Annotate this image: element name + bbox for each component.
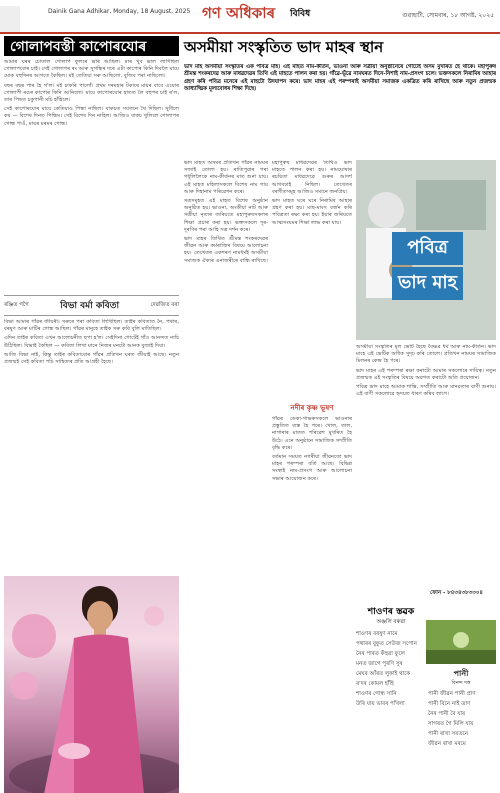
main-headline-text: অসমীয়া সংস্কৃতিত ভাদ মাহৰ স্থান [184, 38, 384, 56]
shraban-line-6: ৰ'দৰ কোমল হাঁহি [356, 681, 394, 687]
col2-top-text [272, 160, 352, 400]
pani-line-3: নৈৰ পানী বৈ যায় [428, 711, 466, 717]
col1-para-3: ভাদ মাহৰ তিথিত শ্ৰীমন্ত শংকৰদেৱৰ জীৱন আৰু কৰ্মৰাজিৰ বিষয়ে আলোচনা হয়। তেখেতৰ একশৰণ নামধৰ্মই অসমীয়া সমাজক ঐক্যৰ এনাজৰীৰে বান্ধি ৰাখিছে। [184, 236, 268, 264]
left-story-body [4, 59, 179, 291]
pani-line-2: পানী বিনে নাই ত্ৰাণ [428, 701, 471, 707]
shraban-line-5: মেঘৰ আঁৰত লুকাই থাকে [356, 671, 411, 677]
pani-poem-title: পানী [453, 669, 469, 678]
main-column-2 [272, 160, 352, 790]
col2-para-1: মহাপুৰুষ মাধৱদেৱৰ তিথিও ভাদ মাহতে পালন কৰা হয়। নামঘোষাৰ ৰচয়িতা মাধৱদেৱে গুৰুৰ আদৰ্শ আগবঢ়াই নিছিল। তেখেতৰ বৰগীতসমূহ আজিও সমানে জনপ্ৰিয়। [272, 160, 352, 195]
contact-phone: ফোন - ৮৪৩৪৩৮৩৩০৪ [430, 590, 483, 596]
pani-poem-body [428, 690, 494, 790]
col3-text [356, 344, 496, 584]
masthead-date: Dainik Gana Adhikar, Monday, 18 August, 2025 [48, 8, 191, 15]
water-photo [426, 620, 496, 664]
shraban-poem-title: শাওণৰ স্তৱক [367, 607, 415, 617]
left-para-1: আমাৰ ঘৰৰ চোতাল গোলাপ ফুলৰে ভৰি আছিল। মাৰ খুব ভাল লাগিছিল গোলাপবোৰ চাই। সেই গোলাপৰ ৰং আৰু সুগন্ধিৰ দৰে এটা কাপোৰ কিনি দিবলৈ মায়ে মোক বহুদিনৰ আগতে কৈছিল। মই তেতিয়া সৰু আছিলো, বুজিব পৰা নাছিলো। [4, 59, 179, 80]
feature-label [392, 232, 463, 300]
shraban-line-1: শাওণৰ বৰষুণ নামে [356, 631, 398, 637]
left2-para-1: বিভা আমাৰ গাঁৱৰ জীয়ৰী। সৰুৰে পৰা কবিতা লিখিছিল। তাইৰ কবিতাত নৈ, পথাৰ, বৰষুণ আৰু মাটিৰ গোন্ধ আছিল। গাঁৱৰ মানুহে তাইক সৰু কবি বুলি মাতিছিল। [4, 319, 179, 333]
col2-para-2: ভাদ মাহত ঘৰে ঘৰে নিৰামিষ আহাৰ গ্ৰহণ কৰা হয়। মাছ-মাংস বৰ্জন কৰি পবিত্ৰতা ৰক্ষা কৰা হয়। ইয়াৰ জৰিয়তে আত্মসংযমৰ শিক্ষা লাভ কৰা যায়। [272, 198, 352, 226]
col3-para-3: পবিত্ৰ ভাদ মাহে আমাক শান্তি, সম্প্ৰীতি আৰু মানৱতাৰ বাণী শুনায়। এই বাণী সকলোৱে হৃদয়ত ধাৰণ কৰিব লাগে। [356, 384, 496, 398]
main-column-3 [356, 344, 496, 584]
shraban-poem-author: অঞ্জলি বৰুৱা [376, 619, 406, 625]
woman-in-lotus-pond-illustration [4, 576, 179, 793]
water-photo-svg [426, 620, 496, 664]
newspaper-logo: গণ অধিকাৰ [202, 4, 276, 22]
story-header-row [4, 295, 179, 316]
illustration-svg [4, 576, 179, 793]
left-story-headline: গোলাপবস্তী কাপোৰযোৰ [4, 36, 179, 56]
story-author-left: ৰঞ্জিত গগৈ [4, 301, 29, 308]
left-story2-body [4, 319, 179, 564]
col3-para-1: অসমীয়া সংস্কৃতিৰ মূল ভেটি হৈছে বৈষ্ণৱ ধৰ্ম আৰু নাম-কীৰ্তন। ভাদ মাহে এই ভেটিক অধিক সুদৃঢ় কৰি তোলে। প্ৰতিখন নামঘৰ সামাজিক মিলনৰ কেন্দ্ৰ হৈ পৰে। [356, 344, 496, 365]
feature-photo-box [356, 160, 496, 340]
main-headline [184, 36, 496, 60]
col3-para-2: ভাদ মাহৰ এই পৰম্পৰা ৰক্ষা কৰাটো আমাৰ সকলোৰে দায়িত্ব। নতুন প্ৰজন্মক এই সংস্কৃতিৰ বিষয়ে অৱগত কৰাটো অতি প্ৰয়োজন। [356, 367, 496, 381]
col1-text [184, 160, 268, 788]
pani-line-6: জীৱন ৰাখা মৰমে [428, 741, 466, 747]
left-para-2: বছৰ বছৰ পাৰ হৈ গ'ল। মই চাকৰি পালোঁ। প্ৰথম দৰমহাৰ টকাৰে মায়ৰ বাবে এযোৰ গোলাপী ৰঙৰ কাপোৰ কিনি আনিলো। মায়ে কাপোৰযোৰ হাতত লৈ বহুপৰ চাই ৰ'ল, তাৰ পিছত চকুপানী মচি হাঁহিলে। [4, 82, 179, 104]
col2-bottom-text [272, 416, 352, 786]
left2-para-3: আজি বিভা নাই, কিন্তু তাইৰ কবিতাবোৰ গাঁৱৰ প্ৰতিখন ঘৰত জীয়াই আছে। নতুন প্ৰজন্মই সেই কবিতা পঢ়ি সাহিত্যৰ প্ৰতি আগ্ৰহী হৈছে। [4, 351, 179, 366]
pani-line-5: পানী ৰাখা সযতনে [428, 731, 469, 737]
col2-para-4: বৰ্তমান সময়ত নগৰীয়া জীৱনতো ভাদ মাহৰ পৰম্পৰা বৰ্তি আছে। বিভিন্ন সংস্থাই নাম-প্ৰসংগ আৰু আলোচনা সভাৰ আয়োজন কৰে। [272, 454, 352, 482]
feature-label-line1: পবিত্ৰ [392, 232, 463, 265]
col2-para-3: গাঁৱৰ ডেকা-গাভৰুসকলে ভাওনাৰ প্ৰস্তুতিত ব্যস্ত হৈ পৰে। খোল, তাল, নাগাৰাৰ মাতত পৰিৱেশ মুখৰিত হৈ উঠে। এনে অনুষ্ঠানে সামাজিক সম্প্ৰীতি বৃদ্ধি কৰে। [272, 416, 352, 451]
intro-text: ভাদ মাহ অসমীয়া সংস্কৃতিৰ এক পবিত্ৰ মাহ। এই মাহত নাম-কীৰ্তন, ভাওনা আৰু সত্ৰীয়া অনুষ্ঠানেৰে গোটেই অসম মুখৰিত হৈ থাকে। মহাপুৰুষ শ্ৰীমন্ত শংকৰদেৱ আৰু মাধৱদেৱৰ তিথি এই মাহতে পালন কৰা হয়। গাঁৱে-ভূঁৱে নামঘৰত দিনে-নিশাই নাম-প্ৰসংগ চলে। ভক্তসকলে নিৰামিষ আহাৰ গ্ৰহণ কৰি পবিত্ৰ মনেৰে এই মাহটো উদযাপন কৰে। ভাদ মাহৰ এই পৰম্পৰাই অসমীয়া সমাজক একত্ৰিত কৰি ৰাখিছে আৰু নতুন প্ৰজন্মক আধ্যাত্মিক মূল্যবোধৰ শিক্ষা দিছে। [184, 64, 496, 93]
shraban-line-3: নৈৰ পাৰত কঁহুৱা ফুলে [356, 651, 405, 657]
pani-poem-author: বিনন্দ দত্ত [451, 680, 471, 686]
main-intro [184, 64, 496, 154]
side-tab [0, 6, 20, 32]
shraban-poem-body [356, 630, 424, 790]
pani-line-4: সাগৰত গৈ মিলি যায় [428, 721, 474, 727]
shraban-line-7: শাওণৰ গোন্ধ সানি [356, 691, 397, 697]
shraban-poem-header [356, 604, 426, 629]
left2-para-2: এদিন তাইৰ কবিতা এখন আলোচনীত ছপা হ'ল। সেইদিনা গোটেই গাঁও আনন্দত নাচি উঠিছিল। বিভাই কৈছিল — কবিতা লিখা মানে নিজৰ মনটো আনক বুজাই দিয়া। [4, 335, 179, 349]
main-column-1 [184, 160, 268, 790]
shraban-line-4: মনত জাগে পুৰণি সুৰ [356, 661, 403, 667]
col1-para-2: সত্ৰসমূহত এই মাহত বিশেষ অনুষ্ঠান অনুষ্ঠিত হয়। ভাওনা, অংকীয়া নাট আৰু সত্ৰীয়া নৃত্যৰ জৰিয়তে মহাপুৰুষসকলৰ শিক্ষা প্ৰচাৰ কৰা হয়। ভক্তসকলে দূৰ-দূৰণিৰ পৰা আহি সত্ৰ দৰ্শন কৰে। [184, 198, 268, 233]
section-name: বিবিধ [290, 9, 311, 19]
story-author-right: দেৱজিত বৰা [150, 301, 179, 308]
left-column [4, 36, 179, 791]
shraban-line-2: পথাৰৰ বুকুত সেউজ সপোন [356, 641, 417, 647]
masthead [0, 0, 500, 34]
feature-label-line2: ভাদ মাহ [392, 267, 463, 300]
shraban-line-8: উৰি যায় ভাবৰ পখিলা [356, 701, 405, 707]
col1-para-1: ভাদ মাহত অসমৰ প্ৰতিখন গাঁৱৰ নামঘৰ সজাই তোলা হয়। ৰাতিপুৱাৰ পৰা গধূলিলৈকে নাম-কীৰ্তনৰ মাত শুনা যায়। এই মাহত মহিলাসকলে বিশেষ নাম গায় আৰু দিহানাম পৰিৱেশন কৰে। [184, 160, 268, 195]
col2-subheading: নদীৰ কৃষ্ণ ভূষণ [290, 404, 334, 412]
left-para-3: সেই কাপোৰযোৰ মায়ে কেতিয়াও পিন্ধা নাছিল। বাকচত সযতনে থৈ দিছিল। সুধিলে কয় — বিশেষ দিনত পিন্ধিম। সেই বিশেষ দিন নাহিল। আজিও বাকচ খুলিলে গোলাপৰ গোন্ধ পাওঁ, মায়ৰ মৰমৰ গোন্ধ। [4, 106, 179, 127]
masthead-right-date: গুৱাহাটী, সোমবাৰ, ১৮ আগষ্ট, ২০২৫ [402, 12, 494, 19]
story-title: বিভা বৰ্মা কবিতা [60, 301, 120, 311]
pani-line-1: পানী জীৱন পানী প্ৰাণ [428, 691, 476, 697]
